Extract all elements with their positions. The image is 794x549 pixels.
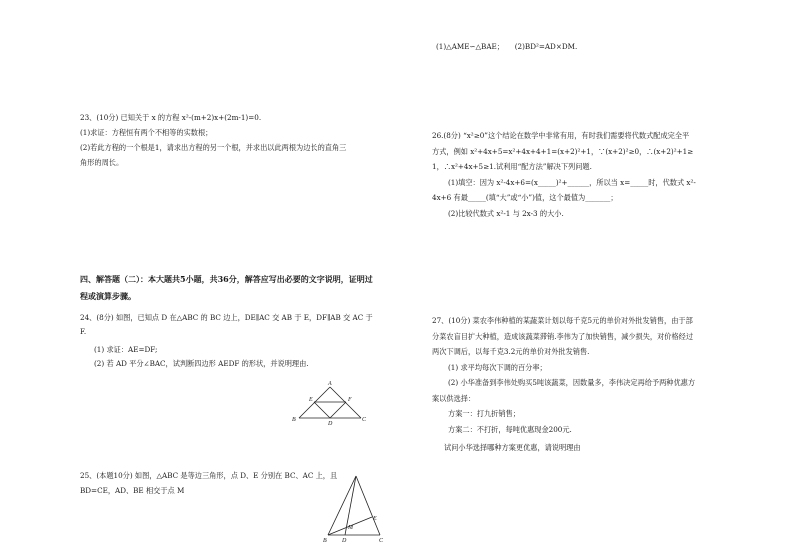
q25-triangle-figure [320, 469, 400, 549]
q26-line-3: 1，∴x²+4x+5≥1.试利用“配方法”解决下列问题. [432, 162, 592, 171]
q25-label-d: D [342, 538, 347, 544]
q25-stem-1: 25、(本题10分) 如图，△ABC 是等边三角形，点 D、E 分别在 BC、AC 上，且 [80, 471, 338, 480]
q27-line-3: 两次下调后，以每千克3.2元的单价对外批发销售. [432, 347, 590, 356]
q24-label-e: E [309, 397, 313, 403]
q27-line-7: 方案一：打九折销售； [448, 409, 520, 418]
q24-label-d: D [328, 421, 333, 427]
question-26 [432, 128, 696, 221]
q26-line-5: 4x+6 有最_____(填“大”或“小”)值，这个最值为_______； [432, 193, 618, 202]
section-4-heading [80, 271, 373, 305]
q27-line-4: (1) 求平均每次下调的百分率； [448, 362, 547, 372]
q24-stem-1: 24、(8分) 如图，已知点 D 在△ABC 的 BC 边上，DE∥AC 交 AB 于 E，DF∥AB 交 AC 于 [80, 313, 373, 322]
q23-part1: (1)求证：方程恒有两个不相等的实数根； [80, 128, 213, 137]
q27-line-8: 方案二：不打折，每吨优惠现金200元. [448, 424, 572, 434]
q27-line-5: (2) 小华准备到李伟处购买5吨该蔬菜，因数量多，李伟决定再给予两种优惠方 [448, 378, 696, 387]
q27-line-9: 试问小华选择哪种方案更优惠，请说明理由 [444, 443, 581, 452]
q23-stem: 23、(10分) 已知关于 x 的方程 x²-(m+2)x+(2m-1)=0. [80, 113, 262, 122]
q24-label-a: A [328, 381, 332, 387]
q23-part2-b: 角形的周长。 [80, 158, 124, 167]
q25-label-m: M [348, 525, 353, 531]
section-4-line1: 四、解答题（二）：本大题共5小题，共36分，解答应写出必要的文字说明，证明过 [80, 274, 373, 284]
q25-stem-2: BD=CE，AD、BE 相交于点 M [80, 486, 185, 495]
prev-question-parts: (1)△AME∽△BAE； (2)BD²=AD×DM. [436, 42, 578, 51]
q24-part1: (1) 求证：AE=DF; [94, 345, 158, 354]
q25-label-b: B [323, 538, 327, 544]
q27-line-1: 27、(10分) 菜农李伟种植的某蔬菜计划以每千克5元的单价对外批发销售，由于部 [432, 316, 693, 325]
q26-line-2: 方式，例如 x²+4x+5=x²+4x+4+1=(x+2)²+1，∵(x+2)²≥0，∴(x+2)²+1≥ [432, 146, 694, 156]
q24-segment-df [330, 402, 346, 418]
q24-part2: (2) 若 AD 平分∠BAC，试判断四边形 AEDF 的形状，并说明理由. [94, 359, 309, 368]
q26-line-4: (1)填空：因为 x²-4x+6=(x_____)²+______，所以当 x=_____时，代数式 x²- [448, 177, 696, 187]
q24-segment-de [314, 402, 330, 418]
section-4-line2: 程或演算步骤。 [80, 291, 136, 301]
q24-stem-2: F. [80, 327, 87, 336]
q25-side-ac [356, 476, 380, 535]
q25-label-e: E [373, 516, 377, 522]
question-23 [80, 110, 346, 170]
q24-label-c: C [362, 417, 367, 423]
q24-triangle-figure [284, 380, 374, 430]
question-24 [80, 311, 373, 371]
q25-label-c: C [379, 538, 384, 544]
q26-line-1: 26.(8分) “x²≥0”这个结论在数学中非常有用，有时我们需要将代数式配成完全平 [432, 131, 690, 140]
q26-line-6: (2)比较代数式 x²-1 与 2x-3 的大小. [448, 208, 564, 218]
question-27 [432, 313, 695, 456]
q24-label-f: F [348, 397, 352, 403]
question-25 [80, 468, 337, 498]
q23-part2-a: (2)若此方程的一个根是1，请求出方程的另一个根，并求出以此两根为边长的直角三 [80, 143, 347, 152]
q27-line-6: 案以供选择： [432, 393, 476, 403]
q24-label-b: B [292, 417, 296, 423]
q27-line-2: 分菜农盲目扩大种植，造成该蔬菜滞销.李伟为了加快销售，减少损失，对价格经过 [432, 331, 694, 341]
